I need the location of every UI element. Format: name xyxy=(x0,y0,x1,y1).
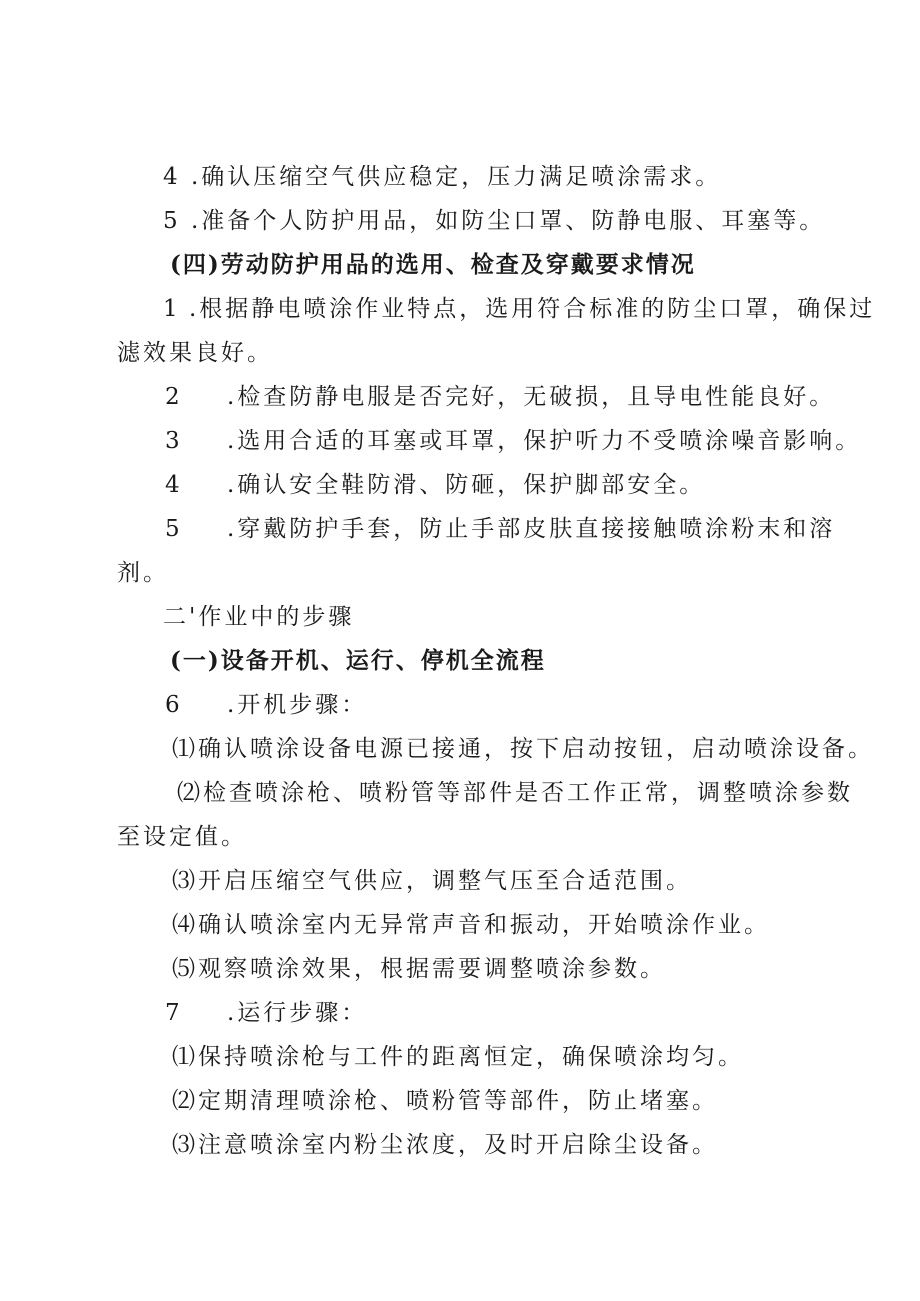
item-text: .根据静电喷涂作业特点，选用符合标准的防尘口罩，确保过 xyxy=(189,296,876,322)
item-text: .准备个人防护用品，如防尘口罩、防静电服、耳塞等。 xyxy=(191,208,826,234)
sub-item: ⑶注意喷涂室内粉尘浓度，及时开启除尘设备。 xyxy=(172,1132,718,1158)
section-heading: (四)劳动防护用品的选用、检查及穿戴要求情况 xyxy=(170,251,696,278)
item-number: 4 xyxy=(163,164,178,190)
list-item-continuation: 滤效果良好。 xyxy=(117,340,273,366)
list-item xyxy=(165,382,835,412)
list-item xyxy=(163,162,721,192)
list-item xyxy=(165,514,835,544)
item-number: 2 xyxy=(165,384,180,410)
sub-item-continuation: 至设定值。 xyxy=(117,824,247,850)
item-text: .确认安全鞋防滑、防砸，保护脚部安全。 xyxy=(227,472,706,498)
list-item xyxy=(163,206,825,236)
item-text: .开机步骤： xyxy=(227,692,368,718)
chapter-heading: 二'作业中的步骤 xyxy=(163,604,355,630)
list-item xyxy=(163,294,875,324)
item-text: .运行步骤： xyxy=(227,1000,368,1026)
list-item xyxy=(165,998,367,1028)
list-item xyxy=(165,690,367,720)
item-text: .选用合适的耳塞或耳罩，保护听力不受喷涂噪音影响。 xyxy=(227,428,862,454)
item-number: 3 xyxy=(165,428,180,454)
item-text: .穿戴防护手套，防止手部皮肤直接接触喷涂粉末和溶 xyxy=(227,516,836,542)
sub-item: ⑸观察喷涂效果，根据需要调整喷涂参数。 xyxy=(172,956,666,982)
sub-item: ⑴确认喷涂设备电源已接通，按下启动按钮，启动喷涂设备。 xyxy=(172,736,874,762)
item-number: 7 xyxy=(165,1000,180,1026)
sub-item: ⑵定期清理喷涂枪、喷粉管等部件，防止堵塞。 xyxy=(172,1088,718,1114)
item-number: 5 xyxy=(163,208,178,234)
sub-item: ⑴保持喷涂枪与工件的距离恒定，确保喷涂均匀。 xyxy=(172,1044,744,1070)
list-item xyxy=(165,470,705,500)
item-text: .检查防静电服是否完好，无破损，且导电性能良好。 xyxy=(227,384,836,410)
list-item-continuation: 剂。 xyxy=(117,560,169,586)
item-number: 1 xyxy=(163,296,178,322)
item-text: .确认压缩空气供应稳定，压力满足喷涂需求。 xyxy=(191,164,722,190)
list-item xyxy=(165,426,861,456)
section-heading: (一)设备开机、运行、停机全流程 xyxy=(170,647,546,674)
sub-item: ⑷确认喷涂室内无异常声音和振动，开始喷涂作业。 xyxy=(172,912,770,938)
sub-item: ⑵检查喷涂枪、喷粉管等部件是否工作正常，调整喷涂参数 xyxy=(177,780,853,806)
item-number: 5 xyxy=(165,516,180,542)
sub-item: ⑶开启压缩空气供应，调整气压至合适范围。 xyxy=(172,868,692,894)
item-number: 4 xyxy=(165,472,180,498)
item-number: 6 xyxy=(165,692,180,718)
